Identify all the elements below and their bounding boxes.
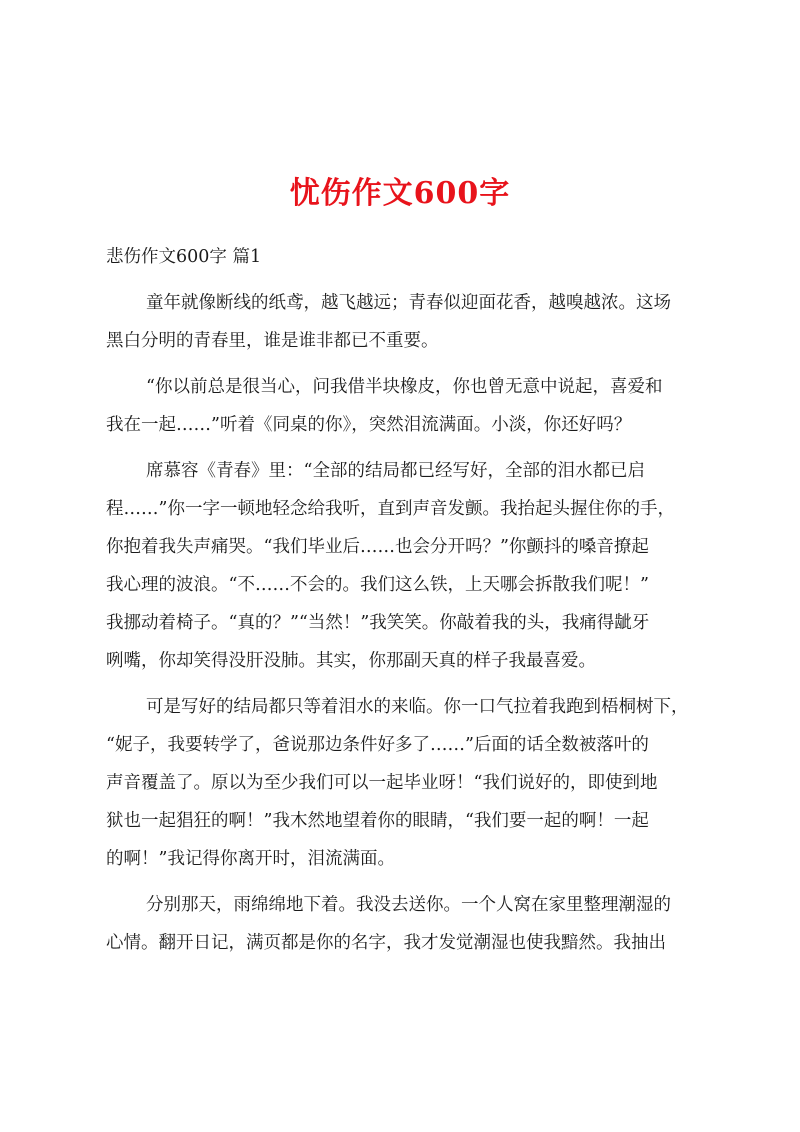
text-line: “你以前总是很当心，问我借半块橡皮，你也曾无意中说起，喜爱和 — [146, 377, 663, 397]
section-heading: 悲伤作文600字 篇1 — [106, 247, 262, 267]
text-line: 声音覆盖了。原以为至少我们可以一起毕业呀！“我们说好的，即使到地 — [106, 773, 658, 793]
text-line: “妮子，我要转学了，爸说那边条件好多了……”后面的话全数被落叶的 — [106, 735, 649, 755]
text-line: 咧嘴，你却笑得没肝没肺。其实，你那副天真的样子我最喜爱。 — [106, 651, 596, 671]
text-line: 程……”你一字一顿地轻念给我听，直到声音发颤。我抬起头握住你的手， — [106, 499, 675, 519]
text-line: 的啊！”我记得你离开时，泪流满面。 — [106, 849, 395, 869]
text-line: 心情。翻开日记，满页都是你的名字，我才发觉潮湿也使我黯然。我抽出 — [106, 933, 666, 953]
text-line: 我在一起……”听着《同桌的你》，突然泪流满面。小淡，你还好吗？ — [106, 415, 632, 435]
document-title: 忧伤作文600字 — [289, 176, 511, 211]
text-line: 童年就像断线的纸鸢，越飞越远；青春似迎面花香，越嗅越浓。这场 — [146, 293, 671, 313]
text-line: 分别那天，雨绵绵地下着。我没去送你。一个人窝在家里整理潮湿的 — [146, 895, 671, 915]
text-line: 你抱着我失声痛哭。“我们毕业后……也会分开吗？”你颤抖的嗓音撩起 — [106, 537, 649, 557]
text-line: 可是写好的结局都只等着泪水的来临。你一口气拉着我跑到梧桐树下， — [146, 697, 689, 717]
text-line: 黑白分明的青春里，谁是谁非都已不重要。 — [106, 331, 439, 351]
text-line: 席慕容《青春》里：“全部的结局都已经写好，全部的泪水都已启 — [146, 461, 645, 481]
text-line: 我心理的波浪。“不……不会的。我们这么铁，上天哪会拆散我们呢！” — [106, 575, 649, 595]
text-line: 狱也一起猖狂的啊！”我木然地望着你的眼睛，“我们要一起的啊！一起 — [106, 811, 649, 831]
text-line: 我挪动着椅子。“真的？”“当然！”我笑笑。你敲着我的头，我痛得龇牙 — [106, 613, 650, 633]
